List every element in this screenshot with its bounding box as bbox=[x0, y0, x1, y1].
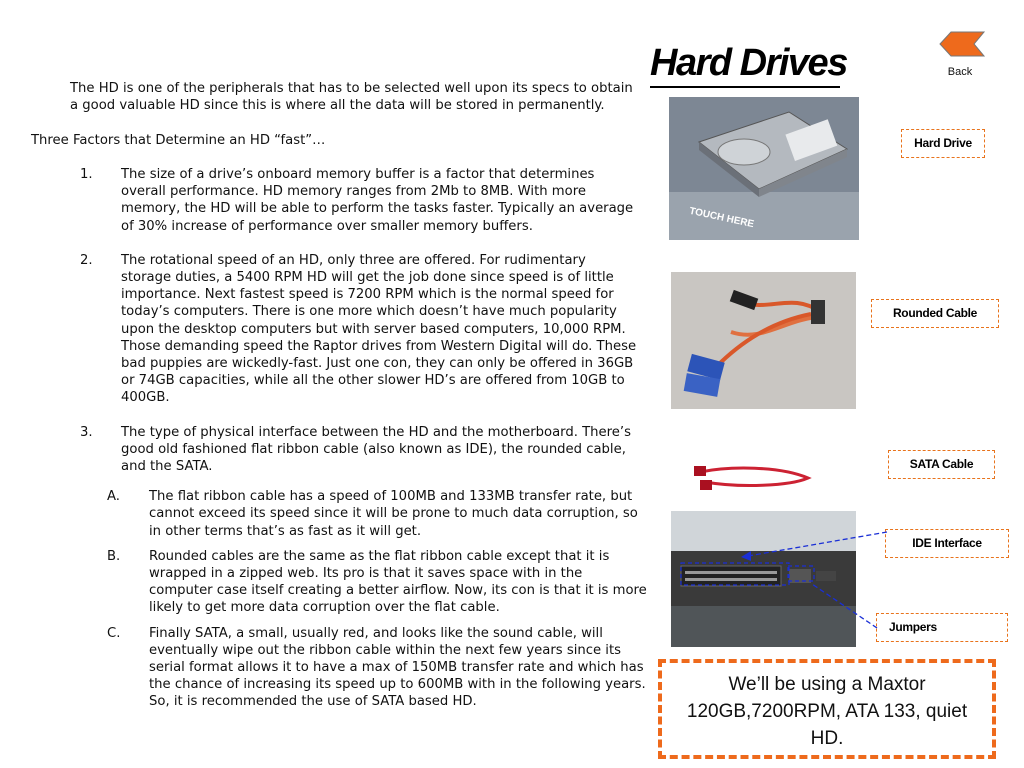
jumpers-label: Jumpers bbox=[876, 613, 1008, 642]
rounded-cable-label: Rounded Cable bbox=[871, 299, 999, 328]
ide-interface-photo bbox=[671, 511, 856, 647]
list-item-text: The type of physical interface between the HD and the motherboard. There’s good old fashioned flat ribbon cable (also known as IDE), the rounded cable, and the SATA. bbox=[121, 424, 631, 475]
ide-interface-label: IDE Interface bbox=[885, 529, 1009, 558]
list-item bbox=[107, 488, 647, 540]
list-letter: A. bbox=[107, 489, 120, 505]
hard-drive-photo bbox=[669, 97, 859, 240]
back-link[interactable]: Back bbox=[947, 66, 973, 78]
list-item bbox=[80, 252, 640, 407]
sata-cable-photo bbox=[680, 458, 816, 498]
list-item bbox=[107, 548, 647, 617]
rounded-cable-photo bbox=[671, 272, 856, 409]
intro-paragraph: The HD is one of the peripherals that has to be selected well upon its specs to obtain a good valuable HD since this is where all the data will be stored in permanently. bbox=[70, 81, 633, 114]
factors-heading: Three Factors that Determine an HD “fast”… bbox=[31, 133, 326, 148]
list-letter: B. bbox=[107, 548, 121, 564]
sata-cable-label: SATA Cable bbox=[888, 450, 995, 479]
maxtor-note: We’ll be using a Maxtor 120GB,7200RPM, ATA 133, quiet HD. bbox=[658, 659, 996, 759]
factors-list bbox=[80, 166, 647, 719]
list-item-text: Rounded cables are the same as the flat ribbon cable except that it is wrapped in a zipped web. Its pro is that it saves space with in the computer case itself creating a better airflow. Now, its con is that it is more likely to get more data corruption over the flat cable. bbox=[149, 548, 647, 616]
list-item-text: The rotational speed of an HD, only three are offered. For rudimentary storage duties, a 5400 RPM HD will get the job done since speed is of little importance. Next fastest speed is 7200 RPM which is the normal speed for today’s computers. There is one more which doesn’t have much popularity upon the desktop computers but with server based computers, 10,000 RPM. Those demanding speed the Raptor drives from Western Digital will do. These bad puppies are wickedly-fast. Just one con, they can only be offered in 36GB or 74GB capacities, while all the other slower HD’s are offered from 10GB to 400GB. bbox=[121, 252, 637, 406]
interface-sublist bbox=[107, 488, 647, 710]
list-item-text: The flat ribbon cable has a speed of 100MB and 133MB transfer rate, but cannot exceed its speed since it will be prone to much data corruption, so in other terms that’s as fast as it will get. bbox=[149, 489, 638, 539]
list-number: 2. bbox=[80, 252, 93, 268]
touch-here-print: TOUCH HERE bbox=[688, 205, 755, 231]
list-item-text: Finally SATA, a small, usually red, and looks like the sound cable, will eventually wipe out the ribbon cable within the next few years since its serial format allows it to have a max of 150MB transfer rate and which has the chance of increasing its speed up to 600MB with in the following years. So, it is recommended the use of SATA based HD. bbox=[149, 625, 646, 710]
hard-drive-label: Hard Drive bbox=[901, 129, 985, 158]
list-item-text: The size of a drive’s onboard memory buffer is a factor that determines overall performance. HD memory ranges from 2Mb to 8MB. With more memory, the HD will be able to perform the tasks faster. Typically an average of 30% increase of performance over smaller memory buffers. bbox=[121, 167, 634, 234]
list-item bbox=[107, 625, 647, 711]
list-item bbox=[80, 424, 640, 476]
list-number: 3. bbox=[80, 424, 93, 440]
back-arrow-icon[interactable] bbox=[938, 30, 986, 58]
list-item bbox=[80, 166, 640, 235]
list-number: 1. bbox=[80, 167, 93, 182]
page-title: Hard Drives bbox=[650, 40, 840, 88]
list-letter: C. bbox=[107, 625, 121, 641]
